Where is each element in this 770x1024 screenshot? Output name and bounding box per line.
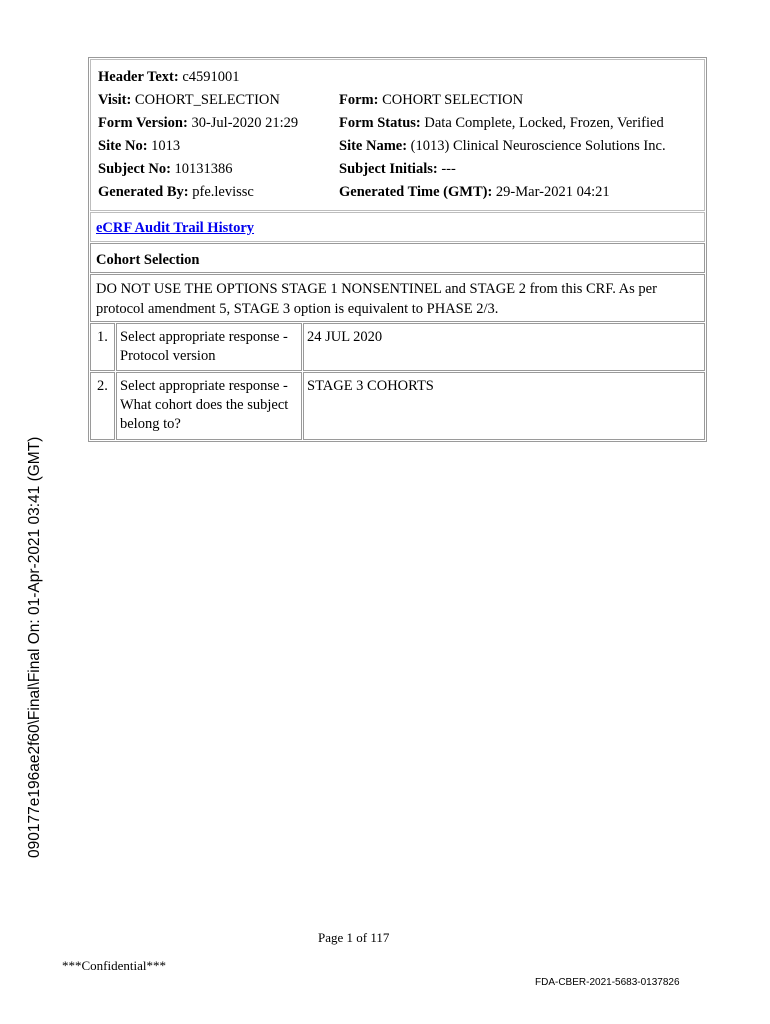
question-row <box>90 372 705 440</box>
header-text-label: Header Text: <box>98 69 179 85</box>
form-header <box>90 59 705 211</box>
question-number: 1. <box>90 323 115 371</box>
site-name <box>339 138 666 155</box>
form-version-label: Form Version: <box>98 115 188 131</box>
form <box>339 92 523 109</box>
instruction-note <box>90 274 705 322</box>
question-text: Select appropriate response - What cohort does the subject belong to? <box>116 372 302 440</box>
generated-time-label: Generated Time (GMT): <box>339 184 493 200</box>
document-id: FDA-CBER-2021-5683-0137826 <box>535 977 680 988</box>
section-title: Cohort Selection <box>96 252 200 268</box>
header-text-value: c4591001 <box>178 69 240 85</box>
site-no-label: Site No: <box>98 138 148 154</box>
header-text <box>98 69 240 86</box>
subject-initials <box>339 161 456 178</box>
generated-time-value: 29-Mar-2021 04:21 <box>492 184 610 200</box>
subject-initials-value: --- <box>437 161 456 177</box>
subject-initials-label: Subject Initials: <box>339 161 438 177</box>
form-label: Form: <box>339 92 379 108</box>
section-header <box>90 243 705 273</box>
visit <box>98 92 280 109</box>
generated-by-value: pfe.levissc <box>188 184 254 200</box>
form-version <box>98 115 298 132</box>
site-name-label: Site Name: <box>339 138 408 154</box>
form-value: COHORT SELECTION <box>378 92 524 108</box>
question-answer: 24 JUL 2020 <box>303 323 705 371</box>
form-status <box>339 115 664 132</box>
note-line-1: DO NOT USE THE OPTIONS STAGE 1 NONSENTINEL and STAGE 2 from this CRF. As per <box>96 281 657 297</box>
generated-by-label: Generated By: <box>98 184 189 200</box>
generated-by <box>98 184 254 201</box>
subject-no <box>98 161 233 178</box>
question-row <box>90 323 705 371</box>
form-status-value: Data Complete, Locked, Frozen, Verified <box>420 115 664 131</box>
site-no-value: 1013 <box>147 138 181 154</box>
site-no <box>98 138 180 155</box>
question-number: 2. <box>90 372 115 440</box>
subject-no-value: 10131386 <box>170 161 233 177</box>
form-status-label: Form Status: <box>339 115 421 131</box>
confidential-label: ***Confidential*** <box>62 958 166 973</box>
audit-link-row <box>90 212 705 242</box>
audit-trail-link[interactable]: eCRF Audit Trail History <box>96 220 255 236</box>
subject-no-label: Subject No: <box>98 161 171 177</box>
site-name-value: (1013) Clinical Neuroscience Solutions Inc. <box>407 138 666 154</box>
crf-form <box>88 57 707 442</box>
question-answer: STAGE 3 COHORTS <box>303 372 705 440</box>
visit-value: COHORT_SELECTION <box>131 92 280 108</box>
question-text: Select appropriate response - Protocol version <box>116 323 302 371</box>
form-version-value: 30-Jul-2020 21:29 <box>187 115 299 131</box>
side-stamp: 090177e196ae2f60\Final\Final On: 01-Apr-2021 03:41 (GMT) <box>26 436 43 858</box>
page-number: Page 1 of 117 <box>318 930 390 945</box>
generated-time <box>339 184 610 201</box>
note-line-2: protocol amendment 5, STAGE 3 option is equivalent to PHASE 2/3. <box>96 301 499 317</box>
visit-label: Visit: <box>98 92 132 108</box>
